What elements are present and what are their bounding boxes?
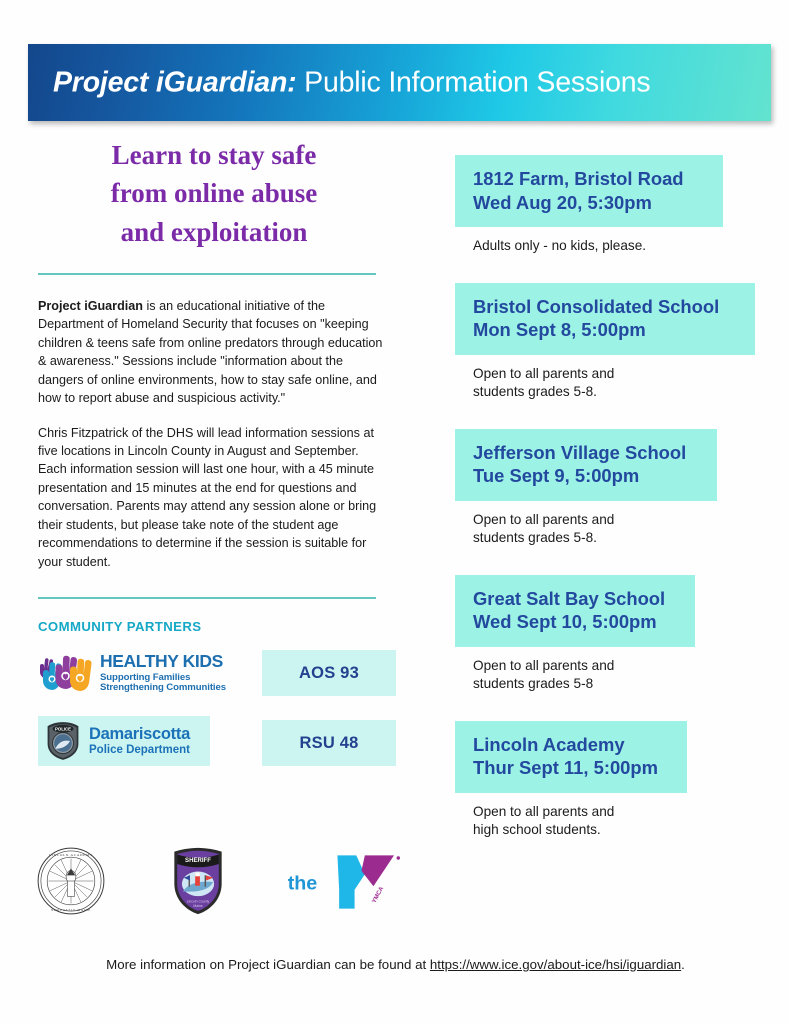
session-note-line-1: Open to all parents and <box>473 657 615 673</box>
session-datetime: Wed Sept 10, 5:00pm <box>473 611 657 633</box>
page-title-emphasis: Project iGuardian: <box>53 66 297 98</box>
police-name: Damariscotta <box>89 724 190 743</box>
session-item <box>455 155 765 256</box>
footer-prefix: More information on Project iGuardian can be found at <box>106 957 430 972</box>
session-note-line-1: Open to all parents and <box>473 803 615 819</box>
session-location: Bristol Consolidated School <box>473 295 720 317</box>
details-paragraph: Chris Fitzpatrick of the DHS will lead information sessions at five locations in Lincoln County in August and September. Each information session will last one hour, with a 45 minute presentation and 15 minutes at the end for questions and conversation. Parents may attend any session alone or bring their students, but please take note of the student age recommendations to determine if the session is suitable for your student. <box>38 425 377 569</box>
partner-row <box>38 648 390 700</box>
session-note-line-1: Adults only - no kids, please. <box>473 238 647 254</box>
healthy-kids-tagline-1: Supporting Families <box>100 671 191 683</box>
session-datetime: Tue Sept 9, 5:00pm <box>473 465 640 487</box>
footer <box>0 957 791 972</box>
police-sub: Police Department <box>89 744 190 757</box>
damariscotta-police-logo <box>38 716 210 766</box>
police-badge-label: POLICE <box>54 726 72 732</box>
session-note-line-1: Open to all parents and <box>473 511 615 527</box>
hands-icon <box>38 648 94 698</box>
ymca-logo-icon <box>286 852 406 912</box>
session-note <box>473 365 765 402</box>
session-note-line-1: Open to all parents and <box>473 365 615 381</box>
session-location: 1812 Farm, Bristol Road <box>473 168 684 189</box>
police-wordmark <box>89 726 190 757</box>
session-location: Great Salt Bay School <box>473 587 666 609</box>
sessions-list <box>455 155 765 840</box>
intro-paragraph-body: is an educational initiative of the Department of Homeland Security that focuses on "keeping children & teens safe from online predators through education & awareness." Sessions include "information about the dangers of online environments, how to stay safe online, and how to report abuse and suspicious activity." <box>38 298 383 406</box>
partner-chip-rsu48: RSU 48 <box>262 720 396 766</box>
healthy-kids-tagline-2: Strengthening Communities <box>100 682 226 694</box>
session-box <box>455 155 723 227</box>
session-box <box>455 721 687 793</box>
svg-text:NEWCASTLE MAINE: NEWCASTLE MAINE <box>51 908 91 913</box>
divider-bottom <box>38 597 376 599</box>
session-note <box>473 511 765 548</box>
session-location: Lincoln Academy <box>473 733 625 755</box>
session-datetime: Wed Aug 20, 5:30pm <box>473 191 652 213</box>
footer-suffix: . <box>681 957 685 972</box>
session-item <box>455 283 765 402</box>
page-title <box>53 66 650 99</box>
session-note-line-2: students grades 5-8. <box>473 384 597 400</box>
session-note <box>473 657 765 694</box>
healthy-kids-wordmark <box>100 653 226 693</box>
iguardian-link[interactable]: https://www.ice.gov/about-ice/hsi/iguardian <box>429 957 682 972</box>
sheriff-badge-icon <box>169 846 227 916</box>
left-column <box>38 136 390 770</box>
headline-line-2: from online abuse <box>110 178 318 209</box>
session-location: Jefferson Village School <box>473 441 687 463</box>
page-title-rest: Public Information Sessions <box>296 66 651 98</box>
session-note-line-2: high school students. <box>473 822 601 838</box>
partner-chip-aos93: AOS 93 <box>262 650 396 696</box>
partner-row <box>38 718 390 770</box>
intro-paragraph <box>38 297 390 408</box>
partner-logo-strip <box>36 846 396 922</box>
session-note-line-2: students grades 5-8. <box>473 530 597 546</box>
intro-paragraph-lead: Project iGuardian <box>38 298 143 313</box>
sheriff-label: SHERIFF <box>185 858 211 865</box>
healthy-kids-logo <box>38 648 226 698</box>
session-note-line-2: students grades 5-8 <box>473 676 594 692</box>
headline-line-1: Learn to stay safe <box>111 140 317 170</box>
svg-text:Maine: Maine <box>193 904 203 909</box>
headline-line-3: and exploitation <box>120 216 308 247</box>
divider-top <box>38 273 376 275</box>
header-banner <box>28 44 771 121</box>
session-box <box>455 283 755 355</box>
ymca-wordmark: YMCA <box>371 885 386 905</box>
session-item <box>455 721 765 840</box>
community-partners-heading: COMMUNITY PARTNERS <box>38 619 202 635</box>
svg-text:LINCOLN ACADEMY: LINCOLN ACADEMY <box>48 852 94 857</box>
ymca-the-label: the <box>287 872 318 895</box>
police-badge-icon <box>42 720 84 762</box>
headline <box>38 136 390 251</box>
session-box <box>455 575 695 647</box>
session-note <box>473 237 765 255</box>
session-note <box>473 803 765 840</box>
session-datetime: Mon Sept 8, 5:00pm <box>473 319 646 341</box>
session-datetime: Thur Sept 11, 5:00pm <box>473 757 658 779</box>
session-item <box>455 429 765 548</box>
lincoln-academy-seal-icon <box>36 846 106 916</box>
svg-text:Lincoln County: Lincoln County <box>186 899 210 904</box>
session-item <box>455 575 765 694</box>
healthy-kids-name: HEALTHY KIDS <box>100 651 223 672</box>
session-box <box>455 429 717 501</box>
